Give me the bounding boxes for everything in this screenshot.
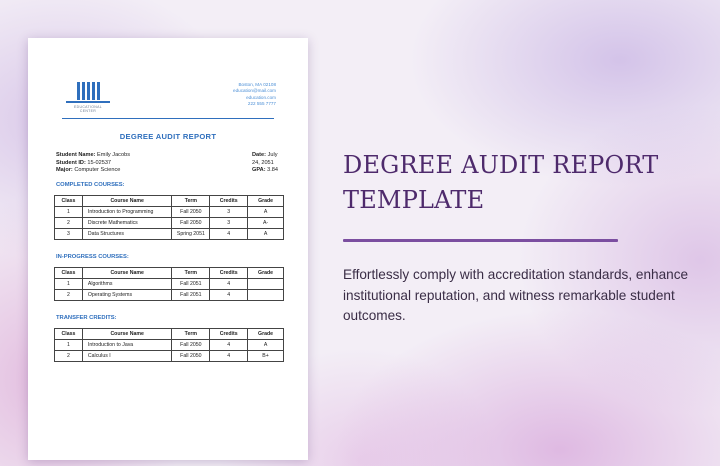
student-id-label: Student ID: — [56, 159, 86, 166]
major: Computer Science — [74, 167, 121, 174]
table-header-row — [55, 268, 284, 279]
table-cell: 4 — [210, 279, 248, 290]
title-divider — [343, 239, 618, 242]
table-cell: Algorithms — [82, 279, 172, 290]
building-logo-icon — [66, 82, 110, 113]
completed-courses-title: COMPLETED COURSES: — [56, 182, 125, 188]
student-name-label: Student Name: — [56, 152, 96, 158]
table-cell: 1 — [55, 207, 83, 218]
table-cell — [248, 290, 284, 301]
transfer-credits-table — [54, 328, 284, 362]
contact-info — [233, 82, 276, 107]
template-title-line1: DEGREE AUDIT REPORT — [343, 151, 659, 179]
table-cell: Operating Systems — [82, 290, 172, 301]
table-row — [55, 229, 284, 240]
table-cell: 3 — [210, 218, 248, 229]
table-cell: Calculus I — [82, 351, 172, 362]
table-cell: Fall 2050 — [172, 218, 210, 229]
table-cell: 4 — [210, 340, 248, 351]
logo-text: EDUCATIONAL CENTER — [74, 105, 102, 113]
column-header: Grade — [248, 196, 284, 207]
table-cell: 2 — [55, 218, 83, 229]
column-header: Credits — [210, 329, 248, 340]
contact-email: education@mail.com — [233, 88, 276, 94]
document-page — [28, 38, 308, 460]
column-header: Class — [55, 268, 83, 279]
template-info-panel — [343, 148, 713, 327]
table-cell: Fall 2050 — [172, 351, 210, 362]
header-divider — [62, 118, 274, 119]
column-header: Credits — [210, 268, 248, 279]
in-progress-courses-title: IN-PROGRESS COURSES: — [56, 254, 129, 260]
column-header: Grade — [248, 268, 284, 279]
document-title: DEGREE AUDIT REPORT — [119, 132, 217, 141]
completed-courses-table — [54, 195, 284, 240]
in-progress-courses-table — [54, 267, 284, 301]
table-cell: Introduction to Programming — [82, 207, 172, 218]
table-cell: 1 — [55, 279, 83, 290]
table-cell: Fall 2050 — [172, 207, 210, 218]
table-row — [55, 218, 284, 229]
column-header: Class — [55, 329, 83, 340]
table-header-row — [55, 196, 284, 207]
table-cell: A — [248, 229, 284, 240]
table-cell: 4 — [210, 229, 248, 240]
gpa-label: GPA: — [252, 167, 266, 174]
student-id: 15-02537 — [87, 159, 112, 166]
table-cell: Spring 2051 — [172, 229, 210, 240]
table-row — [55, 279, 284, 290]
table-cell — [248, 279, 284, 290]
table-cell: Discrete Mathematics — [82, 218, 172, 229]
document-header — [54, 38, 282, 118]
table-row — [55, 340, 284, 351]
contact-address: Boston, MA 02108 — [238, 82, 276, 87]
student-info — [54, 152, 282, 182]
table-cell: A- — [248, 218, 284, 229]
table-cell: 4 — [210, 290, 248, 301]
table-cell: 3 — [55, 229, 83, 240]
column-header: Course Name — [82, 196, 172, 207]
table-cell: 4 — [210, 351, 248, 362]
table-cell: Fall 2051 — [172, 279, 210, 290]
table-cell: 1 — [55, 340, 83, 351]
table-cell: 2 — [55, 290, 83, 301]
table-cell: 2 — [55, 351, 83, 362]
report-date: July 24, 2051 — [252, 152, 278, 166]
template-description: Effortlessly comply with accreditation standards, enhance institutional reputation, and witness remarkable student outcomes. — [343, 267, 689, 323]
student-name: Emily Jacobs — [97, 152, 130, 158]
table-row — [55, 351, 284, 362]
contact-phone: 222 555 7777 — [247, 100, 276, 106]
column-header: Term — [172, 268, 210, 279]
contact-website: education.com — [246, 94, 276, 100]
date-label: Date: — [252, 152, 266, 158]
column-header: Term — [172, 196, 210, 207]
template-title — [343, 148, 713, 218]
transfer-credits-title: TRANSFER CREDITS: — [56, 315, 117, 321]
table-cell: A — [248, 207, 284, 218]
column-header: Course Name — [82, 329, 172, 340]
gpa-value: 3.84 — [267, 167, 279, 174]
table-cell: Fall 2050 — [172, 340, 210, 351]
table-cell: 3 — [210, 207, 248, 218]
column-header: Grade — [248, 329, 284, 340]
column-header: Term — [172, 329, 210, 340]
column-header: Course Name — [82, 268, 172, 279]
table-cell: Introduction to Java — [82, 340, 172, 351]
table-row — [55, 290, 284, 301]
table-cell: Fall 2051 — [172, 290, 210, 301]
major-label: Major: — [56, 167, 73, 174]
column-header: Credits — [210, 196, 248, 207]
table-row — [55, 207, 284, 218]
table-header-row — [55, 329, 284, 340]
table-cell: A — [248, 340, 284, 351]
table-cell: B+ — [248, 351, 284, 362]
template-title-line2: TEMPLATE — [343, 186, 485, 214]
table-cell: Data Structures — [82, 229, 172, 240]
column-header: Class — [55, 196, 83, 207]
